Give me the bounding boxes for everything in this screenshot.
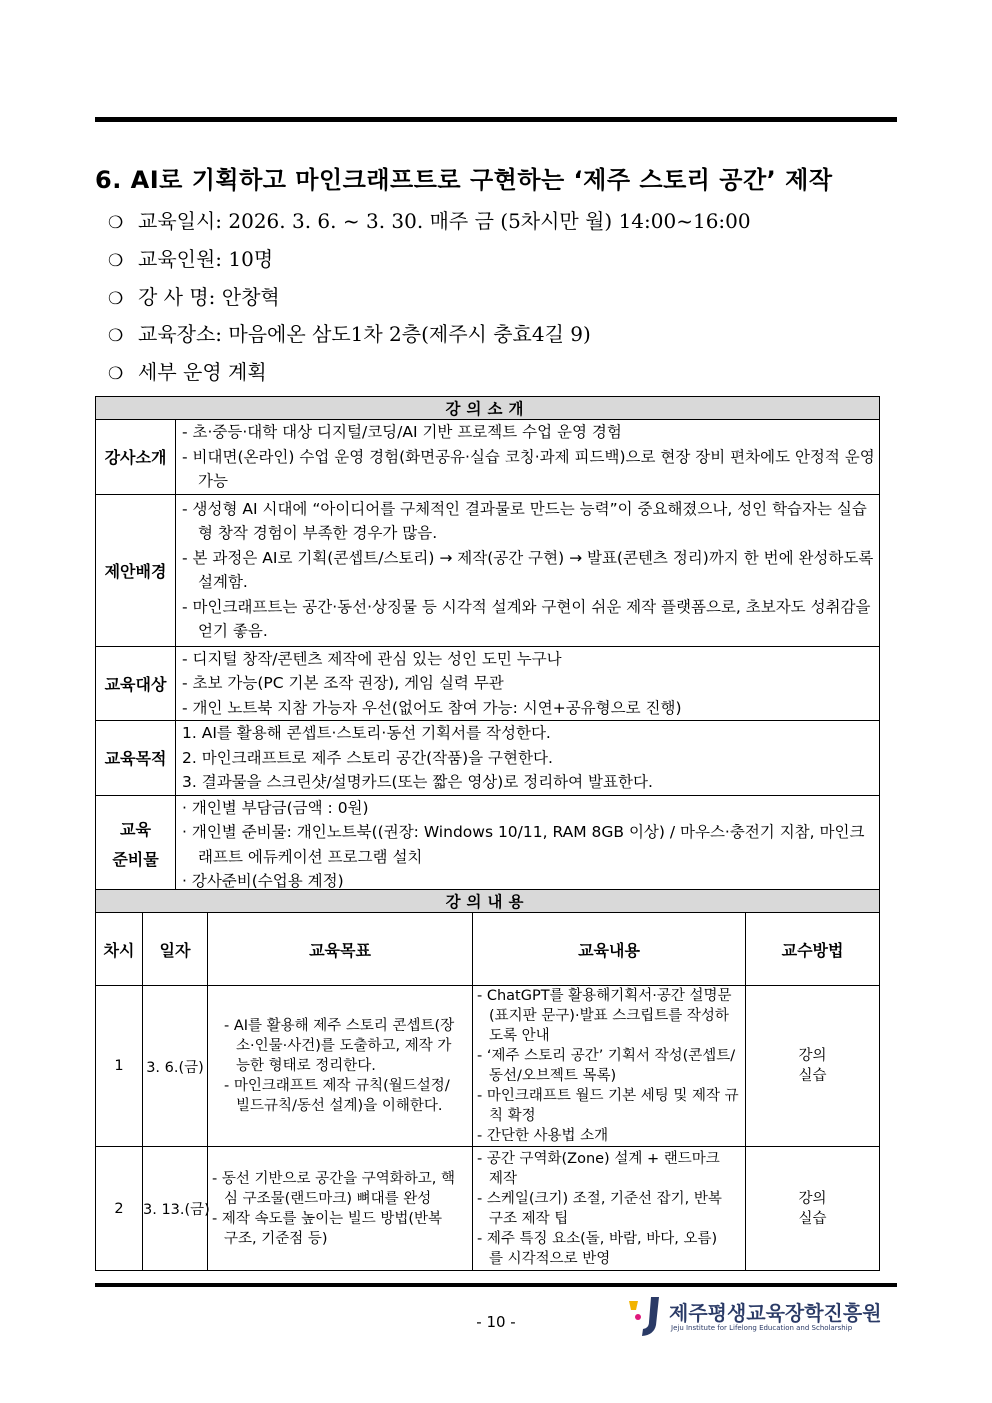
table-row [96,1147,880,1271]
content-line: - 비대면(온라인) 수업 운영 경험(화면공유·실습 코칭·과제 피드백)으로 현장 장비 편차에도 안정적 운영 가능 [182,447,875,490]
label-line: 교육 [120,819,151,839]
session-number: 1 [96,986,143,1147]
content-line: 1. AI를 활용해 콘셉트·스토리·동선 기획서를 작성한다. [182,724,551,742]
org-logo-icon [625,1295,665,1339]
content-header: 강의내용 [96,890,880,913]
session-contents [473,986,746,1147]
method-line: 실습 [798,1210,827,1227]
session-number: 2 [96,1147,143,1271]
row-content-instructor [176,420,880,495]
goal-line: - AI를 활용해 제주 스토리 콘셉트(장소·인물·사건)를 도출하고, 제작 가능한 형태로 정리한다. [224,1018,455,1074]
bullet-text: 교육일시: 2026. 3. 6. ~ 3. 30. 매주 금 (5차시만 월) 14:00~16:00 [138,209,751,233]
content-item: - 제주 특징 요소(돌, 바람, 바다, 오름)를 시각적으로 반영 [477,1230,718,1267]
label-line: 준비물 [112,849,159,869]
col-header-date: 일자 [143,913,208,986]
session-goals [208,1147,473,1271]
row-content-background [176,494,880,646]
session-goals [208,986,473,1147]
session-date: 3. 13.(금) [143,1147,208,1271]
row-label-background: 제안배경 [96,494,176,646]
circle-bullet-icon: ❍ [108,364,124,384]
org-name-en: Jeju Institute for Lifelong Education and Scholarship [671,1324,853,1332]
bottom-rule [95,1283,897,1287]
goal-line: - 마인크래프트 제작 규칙(월드설정/빌드규칙/동선 설계)을 이해한다. [224,1078,450,1114]
col-header-method: 교수방법 [746,913,880,986]
content-line: - 개인 노트북 지참 가능자 우선(없어도 참여 가능: 시연+공유형으로 진행) [182,698,682,717]
bullet-instructor [108,281,280,310]
lecture-intro-table [95,396,880,895]
content-item: - 공간 구역화(Zone) 설계 + 랜드마크 제작 [477,1150,720,1187]
content-item: - 간단한 사용법 소개 [477,1128,609,1144]
section-title: 6. AI로 기획하고 마인크래프트로 구현하는 ‘제주 스토리 공간’ 제작 [95,166,833,194]
intro-header: 강의소개 [96,397,880,420]
row-label-target: 교육대상 [96,646,176,721]
method-line: 강의 [798,1048,827,1064]
content-item: - 마인크래프트 월드 기본 세팅 및 제작 규칙 확정 [477,1088,739,1124]
top-rule [95,117,897,122]
bullet-text: 교육장소: 마음에온 삼도1차 2층(제주시 충효4길 9) [138,322,591,346]
content-line: 2. 마인크래프트로 제주 스토리 공간(작품)을 구현한다. [182,748,553,767]
content-line: · 개인별 부담금(금액 : 0원) [182,798,369,817]
goal-line: - 제작 속도를 높이는 빌드 방법(반복 구조, 기준점 등) [212,1210,443,1247]
org-logo [625,1295,895,1339]
bullet-text: 세부 운영 계획 [138,360,267,384]
content-item: - ChatGPT를 활용해기획서·공간 설명문(표지판 문구)·발표 스크립트를 작성하도록 안내 [477,988,732,1044]
org-name: 제주평생교육장학진흥원 [669,1301,882,1325]
content-line: - 본 과정은 AI로 기획(콘셉트/스토리) → 제작(공간 구현) → 발표(콘텐츠 정리)까지 한 번에 완성하도록 설계함. [182,548,874,591]
method-line: 강의 [798,1190,827,1207]
content-item: - 스케일(크기) 조절, 기준선 잡기, 반복 구조 제작 팁 [477,1190,722,1227]
session-method [746,986,880,1147]
row-content-purpose [176,721,880,796]
row-content-target [176,646,880,721]
content-line: - 마인크래프트는 공간·동선·상징물 등 시각적 설계와 구현이 쉬운 제작 플랫폼으로, 초보자도 성취감을 얻기 좋음. [182,597,871,640]
row-content-materials [176,795,880,894]
row-label-instructor: 강사소개 [96,420,176,495]
page-number: - 10 - [476,1313,516,1331]
content-line: · 개인별 준비물: 개인노트북((권장: Windows 10/11, RAM 8GB 이상) / 마우스·충전기 지참, 마인크래프트 에듀케이션 프로그램 설치 [182,823,865,866]
session-contents [473,1147,746,1271]
bullet-headcount [108,243,273,272]
bullet-location [108,318,591,347]
content-line: - 생성형 AI 시대에 “아이디어를 구체적인 결과물로 만드는 능력”이 중요해졌으나, 성인 학습자는 실습형 창작 경험이 부족한 경우가 많음. [182,499,867,542]
bullet-text: 교육인원: 10명 [138,247,274,271]
row-label-purpose: 교육목적 [96,721,176,796]
col-header-goal: 교육목표 [208,913,473,986]
content-line: 3. 결과물을 스크린샷/설명카드(또는 짧은 영상)로 정리하여 발표한다. [182,773,653,791]
table-row [96,986,880,1147]
circle-bullet-icon: ❍ [108,289,124,309]
goal-line: - 동선 기반으로 공간을 구역화하고, 핵심 구조물(랜드마크) 뼈대를 완성 [212,1170,455,1207]
content-line: - 디지털 창작/콘텐츠 제작에 관심 있는 성인 도민 누구나 [182,649,562,668]
circle-bullet-icon: ❍ [108,326,124,346]
circle-bullet-icon: ❍ [108,251,124,271]
content-line: - 초·중등·대학 대상 디지털/코딩/AI 기반 프로젝트 수업 운영 경험 [182,423,622,441]
session-method [746,1147,880,1271]
col-header-session: 차시 [96,913,143,986]
method-line: 실습 [798,1068,827,1084]
row-label-materials [96,795,176,894]
col-header-content: 교육내용 [473,913,746,986]
content-line: - 초보 가능(PC 기본 조작 권장), 게임 실력 무관 [182,674,504,692]
content-line: · 강사준비(수업용 계정) [182,872,344,890]
session-date: 3. 6.(금) [143,986,208,1147]
bullet-plan [108,356,267,385]
circle-bullet-icon: ❍ [108,213,124,233]
bullet-text: 강 사 명: 안창혁 [138,285,280,309]
bullet-schedule [108,205,751,234]
lecture-content-table [95,889,880,1271]
content-item: - ‘제주 스토리 공간’ 기획서 작성(콘셉트/동선/오브젝트 목록) [477,1048,736,1084]
